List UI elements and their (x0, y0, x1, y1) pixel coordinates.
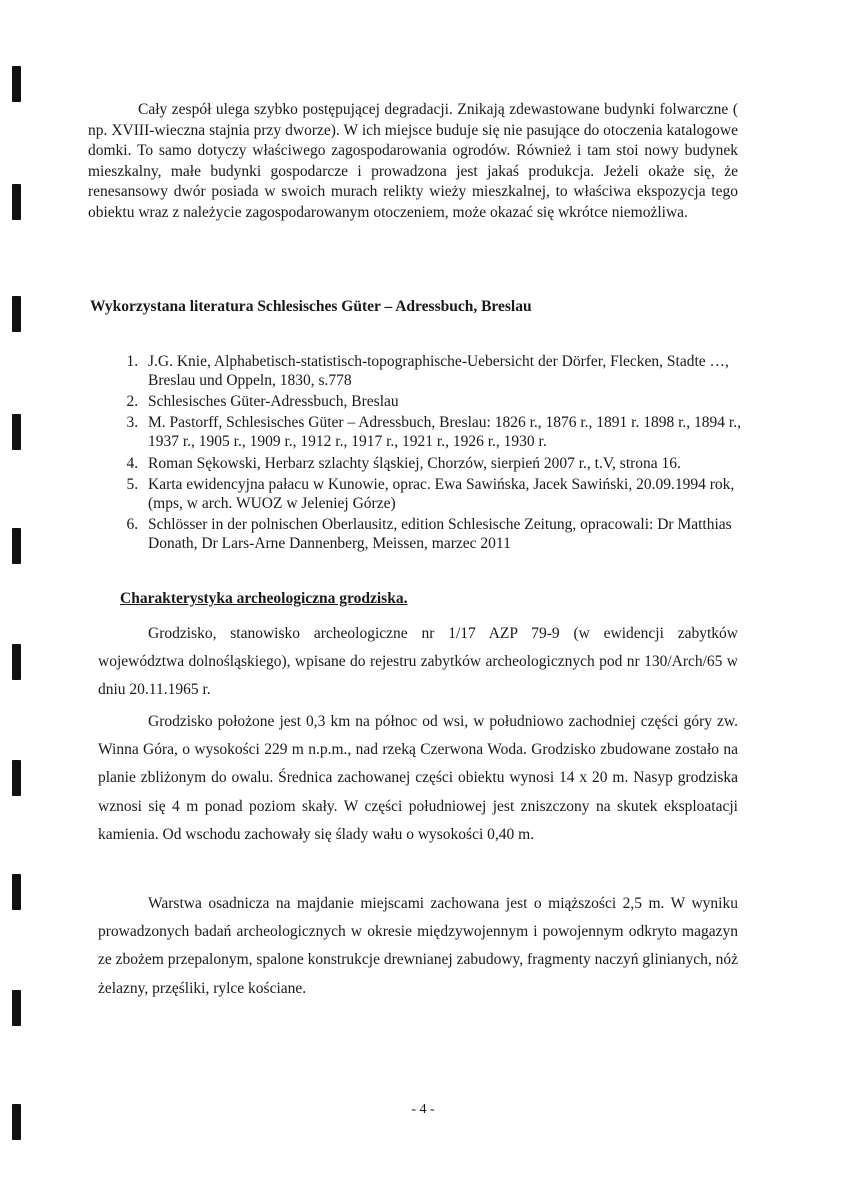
body-paragraph: Cały zespół ulega szybko postępującej degradacji. Znikają zdewastowane budynki folwarczne ( np. XVIII-wieczna stajnia przy dworze). W ich miejsce buduje się nie pasujące do otoczenia katalogowe domki. To samo dotyczy właściwego zagospodarowania ogrodów. Również i tam stoi nowy budynek mieszkalny, małe budynki gospodarcze i prowadzona jest jakaś produkcja. Jeżeli okaże się, że renesansowy dwór posiada w swoich murach relikty wieży mieszkalnej, to właściwa ekspozycja tego obiektu wraz z należycie zagospodarowanym otoczeniem, może okazać się wkrótce niemożliwa. (88, 101, 738, 221)
binder-mark (12, 760, 21, 796)
page-number: - 4 - (411, 1102, 435, 1117)
archeology-paragraph: Warstwa osadnicza na majdanie miejscami zachowana jest o miąższości 2,5 m. W wyniku prowadzonych badań archeologicznych w okresie międzywojennym i powojennym odkryto magazyn ze zbożem przepalonym, spalone konstrukcje drewnianej zabudowy, fragmenty naczyń glinianych, nóż żelazny, przęśliki, rylce kościane. (98, 895, 738, 997)
list-item: 4. Roman Sękowski, Herbarz szlachty śląskiej, Chorzów, sierpień 2007 r., t.V, strona 16. (142, 454, 770, 473)
list-item: 5. Karta ewidencyjna pałacu w Kunowie, oprac. Ewa Sawińska, Jacek Sawiński, 20.09.1994 rok, (mps, w arch. WUOZ w Jeleniej Górze) (142, 475, 770, 513)
binder-mark (12, 414, 21, 450)
list-item: 3. M. Pastorff, Schlesisches Güter – Adressbuch, Breslau: 1826 r., 1876 r., 1891 r. 1898 r., 1894 r., 1937 r., 1905 r., 1909 r., 1912 r., 1917 r., 1921 r., 1926 r., 1930 r. (142, 413, 770, 451)
archeology-heading: Charakterystyka archeologiczna grodziska. (120, 590, 408, 607)
binder-mark (12, 66, 21, 102)
binder-mark (12, 644, 21, 680)
binder-mark (12, 184, 21, 220)
literature-list (112, 352, 770, 555)
archeology-paragraph: Grodzisko położone jest 0,3 km na północ od wsi, w południowo zachodniej części góry zw. Winna Góra, o wysokości 229 m n.p.m., nad rzeką Czerwona Woda. Grodzisko zbudowane zostało na planie zbliżonym do owalu. Średnica zachowanej części obiektu wynosi 14 x 20 m. Nasyp grodziska wznosi się 4 m ponad poziom skały. W części południowej jest zniszczony na skutek eksploatacji kamienia. Od wschodu zachowały się ślady wału o wysokości 0,40 m. (98, 713, 738, 843)
binder-mark (12, 874, 21, 910)
literature-heading: Wykorzystana literatura Schlesisches Güter – Adressbuch, Breslau (90, 298, 532, 315)
binder-mark (12, 528, 21, 564)
list-item: 1. J.G. Knie, Alphabetisch-statistisch-topographische-Uebersicht der Dörfer, Flecken, Stadte …, Breslau und Oppeln, 1830, s.778 (142, 352, 770, 390)
list-item: 6. Schlösser in der polnischen Oberlausitz, edition Schlesische Zeitung, opracowali: Dr Matthias Donath, Dr Lars-Arne Dannenberg, Meissen, marzec 2011 (142, 515, 770, 553)
binder-mark (12, 990, 21, 1026)
list-item: 2. Schlesisches Güter-Adressbuch, Breslau (142, 392, 770, 411)
binder-mark (12, 296, 21, 332)
archeology-paragraph: Grodzisko, stanowisko archeologiczne nr 1/17 AZP 79-9 (w ewidencji zabytków województwa dolnośląskiego), wpisane do rejestru zabytków archeologicznych pod nr 130/Arch/65 w dniu 20.11.1965 r. (98, 625, 738, 699)
